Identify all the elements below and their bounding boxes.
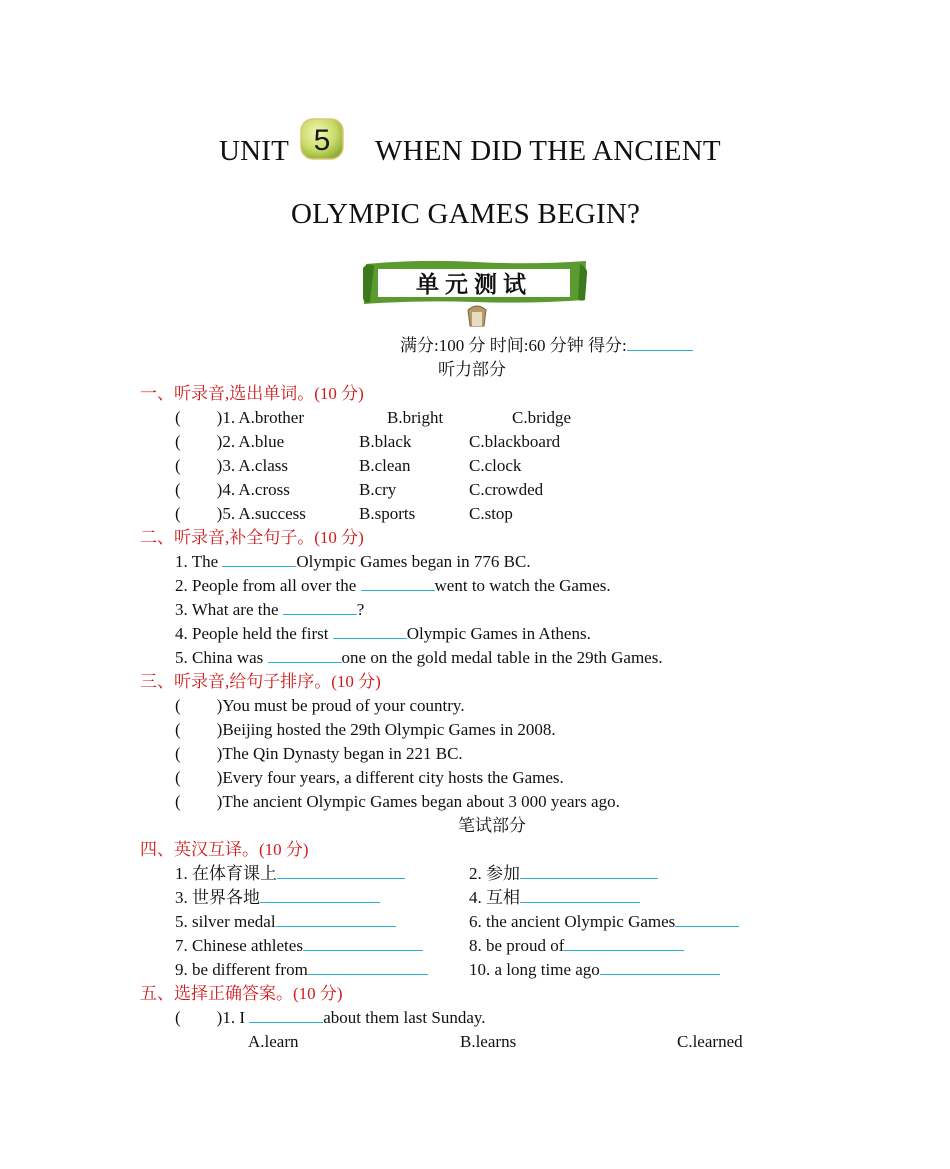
s3-item-2 [175,718,556,742]
s1-q5-a: )5. A.success [216,504,306,523]
s1-q1-b: B.bright [387,408,444,427]
s5-q1 [175,1006,486,1030]
s4-term: 1. 在体育课上 [175,864,277,883]
paren: ( [175,408,181,427]
s2-item-4 [175,622,591,646]
s1-q3-c: C.clock [469,456,522,475]
section-3-heading: 三、听录音,给句子排序。(10 分) [140,672,381,691]
fill-blank[interactable] [308,960,428,975]
title-unit: UNIT [219,135,290,167]
paren: ( [175,456,181,475]
paren: ( [175,480,181,499]
section-2-heading: 二、听录音,补全句子。(10 分) [140,528,364,547]
title-line2: OLYMPIC GAMES BEGIN? [291,198,641,230]
paren: ( [175,696,181,715]
s1-item-4 [175,478,290,502]
paren: ( [175,1008,181,1027]
s2-post: Olympic Games began in 776 BC. [296,552,531,571]
s4-term: 9. be different from [175,960,308,979]
s4-item-10 [469,958,720,982]
fill-blank[interactable] [222,552,296,567]
part-writing: 笔试部分 [458,816,526,835]
paren: ( [175,504,181,523]
s2-pre: 4. People held the first [175,624,333,643]
s2-pre: 3. What are the [175,600,283,619]
fill-blank[interactable] [277,864,405,879]
s4-term: 5. silver medal [175,912,276,931]
s1-q4-b: B.cry [359,480,397,499]
s3-sentence: )You must be proud of your country. [216,696,465,715]
s1-item-3 [175,454,288,478]
s4-item-1 [175,862,405,886]
s2-item-3 [175,598,364,622]
s3-item-1 [175,694,465,718]
fill-blank[interactable] [249,1008,323,1023]
s1-item-2 [175,430,284,454]
paren: ( [175,744,181,763]
paren: ( [175,720,181,739]
fill-blank[interactable] [268,648,342,663]
unit-number-badge [299,117,345,161]
s4-term: 4. 互相 [469,888,520,907]
s5-q1-option-c[interactable]: C.learned [677,1032,743,1051]
section-4-heading: 四、英汉互译。(10 分) [140,840,309,859]
unit-test-banner [360,258,590,330]
s1-q5-c: C.stop [469,504,513,523]
s2-item-1 [175,550,531,574]
s1-q5-b: B.sports [359,504,416,523]
banner-label: 单元测试 [416,272,532,298]
section-5-heading: 五、选择正确答案。(10 分) [140,984,343,1003]
s4-item-9 [175,958,428,982]
s1-q2-a: )2. A.blue [216,432,285,451]
s2-pre: 1. The [175,552,223,571]
fill-blank[interactable] [675,912,739,927]
s3-item-4 [175,766,564,790]
s4-term: 8. be proud of [469,936,565,955]
s2-item-5 [175,646,663,670]
paren: ( [175,432,181,451]
s4-item-4 [469,886,640,910]
s1-q2-b: B.black [359,432,412,451]
s1-item-1 [175,406,304,430]
fill-blank[interactable] [260,888,380,903]
s2-pre: 2. People from all over the [175,576,361,595]
fill-blank[interactable] [276,912,396,927]
part-listening: 听力部分 [438,360,506,379]
s5-q1-pre: )1. I [216,1008,250,1027]
s4-item-7 [175,934,423,958]
s4-item-6 [469,910,739,934]
s2-post: ? [356,600,365,619]
s5-q1-option-b[interactable]: B.learns [460,1032,517,1051]
s3-sentence: )Beijing hosted the 29th Olympic Games in 2008. [216,720,556,739]
paren: ( [175,792,181,811]
s1-item-5 [175,502,306,526]
s2-post: went to watch the Games. [434,576,611,595]
fill-blank[interactable] [303,936,423,951]
score-blank[interactable] [627,336,693,351]
fill-blank[interactable] [333,624,407,639]
s3-sentence: )The ancient Olympic Games began about 3 000 years ago. [216,792,620,811]
paren: ( [175,768,181,787]
s4-item-3 [175,886,380,910]
score-line [400,334,693,358]
title-line1: WHEN DID THE ANCIENT [375,135,721,167]
s4-term: 10. a long time ago [469,960,600,979]
s1-q1-a: )1. A.brother [216,408,305,427]
fill-blank[interactable] [520,864,658,879]
s1-q4-a: )4. A.cross [216,480,290,499]
s4-term: 6. the ancient Olympic Games [469,912,676,931]
fill-blank[interactable] [564,936,684,951]
s3-item-5 [175,790,620,814]
s2-post: one on the gold medal table in the 29th Games. [341,648,663,667]
fill-blank[interactable] [283,600,357,615]
s3-sentence: )Every four years, a different city hosts the Games. [216,768,564,787]
s2-item-2 [175,574,611,598]
s4-term: 3. 世界各地 [175,888,260,907]
s1-q4-c: C.crowded [469,480,544,499]
s4-term: 7. Chinese athletes [175,936,303,955]
fill-blank[interactable] [600,960,720,975]
s1-q2-c: C.blackboard [469,432,561,451]
s5-q1-option-a[interactable]: A.learn [248,1032,299,1051]
s3-item-3 [175,742,463,766]
s2-post: Olympic Games in Athens. [406,624,591,643]
unit-number: 5 [313,124,331,157]
section-1-heading: 一、听录音,选出单词。(10 分) [140,384,364,403]
s1-q3-b: B.clean [359,456,411,475]
s4-item-5 [175,910,396,934]
s5-q1-post: about them last Sunday. [323,1008,486,1027]
s2-pre: 5. China was [175,648,268,667]
s1-q1-c: C.bridge [512,408,572,427]
fill-blank[interactable] [520,888,640,903]
s4-item-8 [469,934,684,958]
s3-sentence: )The Qin Dynasty began in 221 BC. [216,744,463,763]
s4-term: 2. 参加 [469,864,520,883]
s1-q3-a: )3. A.class [216,456,288,475]
fill-blank[interactable] [361,576,435,591]
s4-item-2 [469,862,658,886]
score-text: 满分:100 分 时间:60 分钟 得分: [400,336,627,355]
